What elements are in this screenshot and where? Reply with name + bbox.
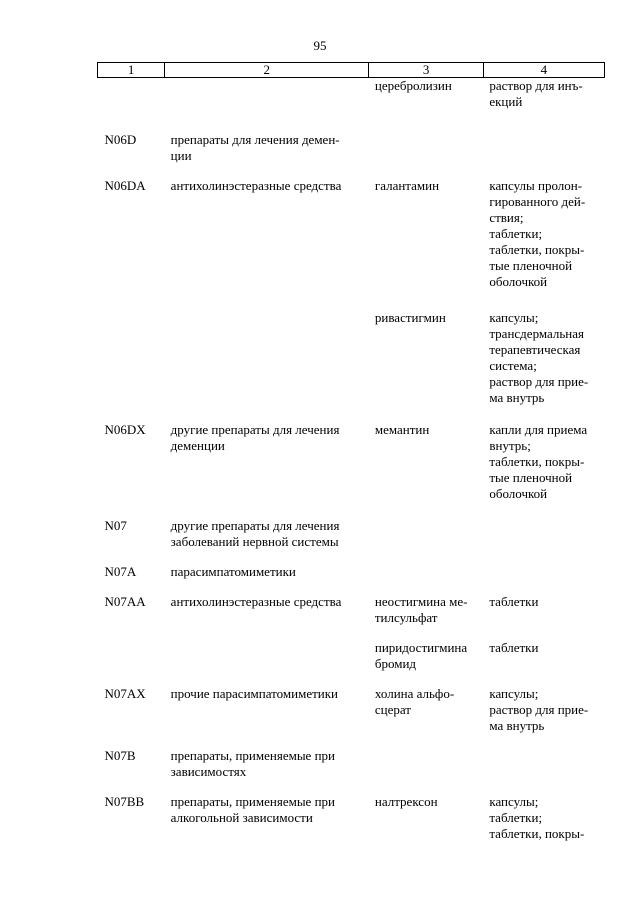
drug-name-line: тилсульфат bbox=[374, 610, 438, 625]
drug-name-line: холина альфо- bbox=[374, 686, 455, 701]
group-name-line: препараты, применяемые при bbox=[170, 794, 335, 809]
group-name-line: парасимпатомиметики bbox=[170, 564, 296, 579]
dosage-form-line: таблетки, покры- bbox=[489, 826, 585, 841]
dosage-form-line: таблетки, покры- bbox=[489, 454, 585, 469]
dosage-form bbox=[483, 640, 604, 686]
drug-name-line: ривастигмин bbox=[374, 310, 446, 325]
drug-name-line: галантамин bbox=[374, 178, 440, 193]
dosage-form-line: капсулы; bbox=[489, 686, 539, 701]
table-row bbox=[98, 686, 605, 748]
drug-name bbox=[369, 178, 483, 310]
drug-name-line: налтрексон bbox=[374, 794, 438, 809]
header-col-1: 1 bbox=[98, 63, 165, 78]
drug-name bbox=[369, 78, 483, 133]
group-name-line: алкогольной зависимости bbox=[170, 810, 313, 825]
drug-name bbox=[369, 640, 483, 686]
drug-name-line: бромид bbox=[374, 656, 417, 671]
group-name bbox=[165, 310, 369, 422]
group-name bbox=[165, 564, 369, 594]
atc-code-line: N06D bbox=[104, 132, 137, 147]
atc-code bbox=[98, 518, 165, 564]
group-name bbox=[165, 686, 369, 748]
atc-code bbox=[98, 794, 165, 842]
dosage-form-line: капсулы пролон- bbox=[489, 178, 583, 193]
dosage-form-line: капсулы; bbox=[489, 310, 539, 325]
dosage-form bbox=[483, 78, 604, 133]
atc-code-line: N07AX bbox=[104, 686, 146, 701]
table-row bbox=[98, 794, 605, 842]
group-name-line: прочие парасимпатомиметики bbox=[170, 686, 339, 701]
atc-code bbox=[98, 78, 165, 133]
dosage-form-line: тые пленочной bbox=[489, 258, 573, 273]
dosage-form-line: ствия; bbox=[489, 210, 524, 225]
table-row bbox=[98, 748, 605, 794]
dosage-form bbox=[483, 518, 604, 564]
drug-name bbox=[369, 748, 483, 794]
dosage-form-line: терапевтическая bbox=[489, 342, 581, 357]
dosage-form-line: ма внутрь bbox=[489, 718, 545, 733]
table-row bbox=[98, 518, 605, 564]
group-name-line: препараты, применяемые при bbox=[170, 748, 335, 763]
group-name bbox=[165, 518, 369, 564]
group-name bbox=[165, 78, 369, 133]
group-name bbox=[165, 132, 369, 178]
atc-code-line: N06DX bbox=[104, 422, 146, 437]
group-name-line: заболеваний нервной системы bbox=[170, 534, 339, 549]
table-row bbox=[98, 640, 605, 686]
group-name-line: другие препараты для лечения bbox=[170, 518, 340, 533]
drug-name-line: мемантин bbox=[374, 422, 430, 437]
table-row bbox=[98, 564, 605, 594]
dosage-form bbox=[483, 748, 604, 794]
atc-code-line: N07BB bbox=[104, 794, 145, 809]
drug-name bbox=[369, 686, 483, 748]
dosage-form-line: гированного дей- bbox=[489, 194, 586, 209]
drug-name-line: церебролизин bbox=[374, 78, 452, 93]
dosage-form-line: ма внутрь bbox=[489, 390, 545, 405]
dosage-form-line: таблетки bbox=[489, 594, 539, 609]
dosage-form bbox=[483, 564, 604, 594]
atc-code bbox=[98, 422, 165, 518]
drug-name bbox=[369, 594, 483, 640]
group-name bbox=[165, 594, 369, 640]
table-header-row bbox=[98, 63, 605, 78]
table-row bbox=[98, 178, 605, 310]
dosage-form-line: раствор для прие- bbox=[489, 374, 589, 389]
table-row bbox=[98, 422, 605, 518]
dosage-form bbox=[483, 132, 604, 178]
dosage-form-line: таблетки; bbox=[489, 226, 543, 241]
drug-name bbox=[369, 564, 483, 594]
group-name-line: препараты для лечения демен- bbox=[170, 132, 340, 147]
dosage-form-line: система; bbox=[489, 358, 537, 373]
drug-name-line: сцерат bbox=[374, 702, 411, 717]
table-row bbox=[98, 310, 605, 422]
atc-code-line: N06DA bbox=[104, 178, 146, 193]
drug-name bbox=[369, 422, 483, 518]
group-name bbox=[165, 422, 369, 518]
dosage-form-line: тые пленочной bbox=[489, 470, 573, 485]
group-name bbox=[165, 178, 369, 310]
header-col-2: 2 bbox=[165, 63, 369, 78]
dosage-form-line: таблетки; bbox=[489, 810, 543, 825]
dosage-form-line: таблетки, покры- bbox=[489, 242, 585, 257]
atc-code bbox=[98, 310, 165, 422]
atc-code bbox=[98, 748, 165, 794]
dosage-form bbox=[483, 310, 604, 422]
group-name-line: ции bbox=[170, 148, 192, 163]
dosage-form bbox=[483, 594, 604, 640]
dosage-form-line: трансдермальная bbox=[489, 326, 585, 341]
table-row bbox=[98, 594, 605, 640]
dosage-form-line: раствор для инъ- bbox=[489, 78, 583, 93]
drug-name-line: пиридостигмина bbox=[374, 640, 468, 655]
atc-code-line: N07A bbox=[104, 564, 137, 579]
drug-name bbox=[369, 518, 483, 564]
group-name bbox=[165, 640, 369, 686]
atc-code bbox=[98, 132, 165, 178]
drug-name-line: неостигмина ме- bbox=[374, 594, 468, 609]
group-name-line: антихолинэстеразные средства bbox=[170, 594, 342, 609]
dosage-form-line: оболочкой bbox=[489, 274, 548, 289]
dosage-form bbox=[483, 178, 604, 310]
group-name-line: зависимостях bbox=[170, 764, 247, 779]
atc-code bbox=[98, 594, 165, 640]
dosage-form-line: таблетки bbox=[489, 640, 539, 655]
group-name bbox=[165, 794, 369, 842]
atc-code bbox=[98, 640, 165, 686]
dosage-form bbox=[483, 422, 604, 518]
drug-name bbox=[369, 310, 483, 422]
group-name-line: антихолинэстеразные средства bbox=[170, 178, 342, 193]
dosage-form-line: внутрь; bbox=[489, 438, 531, 453]
atc-code-line: N07 bbox=[104, 518, 127, 533]
atc-code bbox=[98, 178, 165, 310]
atc-code-line: N07AA bbox=[104, 594, 146, 609]
table-row bbox=[98, 132, 605, 178]
header-col-3: 3 bbox=[369, 63, 483, 78]
atc-code bbox=[98, 564, 165, 594]
drug-name bbox=[369, 132, 483, 178]
atc-code-line: N07B bbox=[104, 748, 136, 763]
dosage-form-line: капли для приема bbox=[489, 422, 588, 437]
atc-code bbox=[98, 686, 165, 748]
dosage-form-line: екций bbox=[489, 94, 523, 109]
dosage-form bbox=[483, 686, 604, 748]
group-name-line: другие препараты для лечения bbox=[170, 422, 340, 437]
group-name bbox=[165, 748, 369, 794]
page-number: 95 bbox=[313, 38, 327, 53]
dosage-form-line: раствор для прие- bbox=[489, 702, 589, 717]
drug-name bbox=[369, 794, 483, 842]
group-name-line: деменции bbox=[170, 438, 225, 453]
header-col-4: 4 bbox=[483, 63, 604, 78]
drug-table bbox=[97, 62, 605, 842]
dosage-form-line: оболочкой bbox=[489, 486, 548, 501]
dosage-form bbox=[483, 794, 604, 842]
table-row bbox=[98, 78, 605, 133]
dosage-form-line: капсулы; bbox=[489, 794, 539, 809]
